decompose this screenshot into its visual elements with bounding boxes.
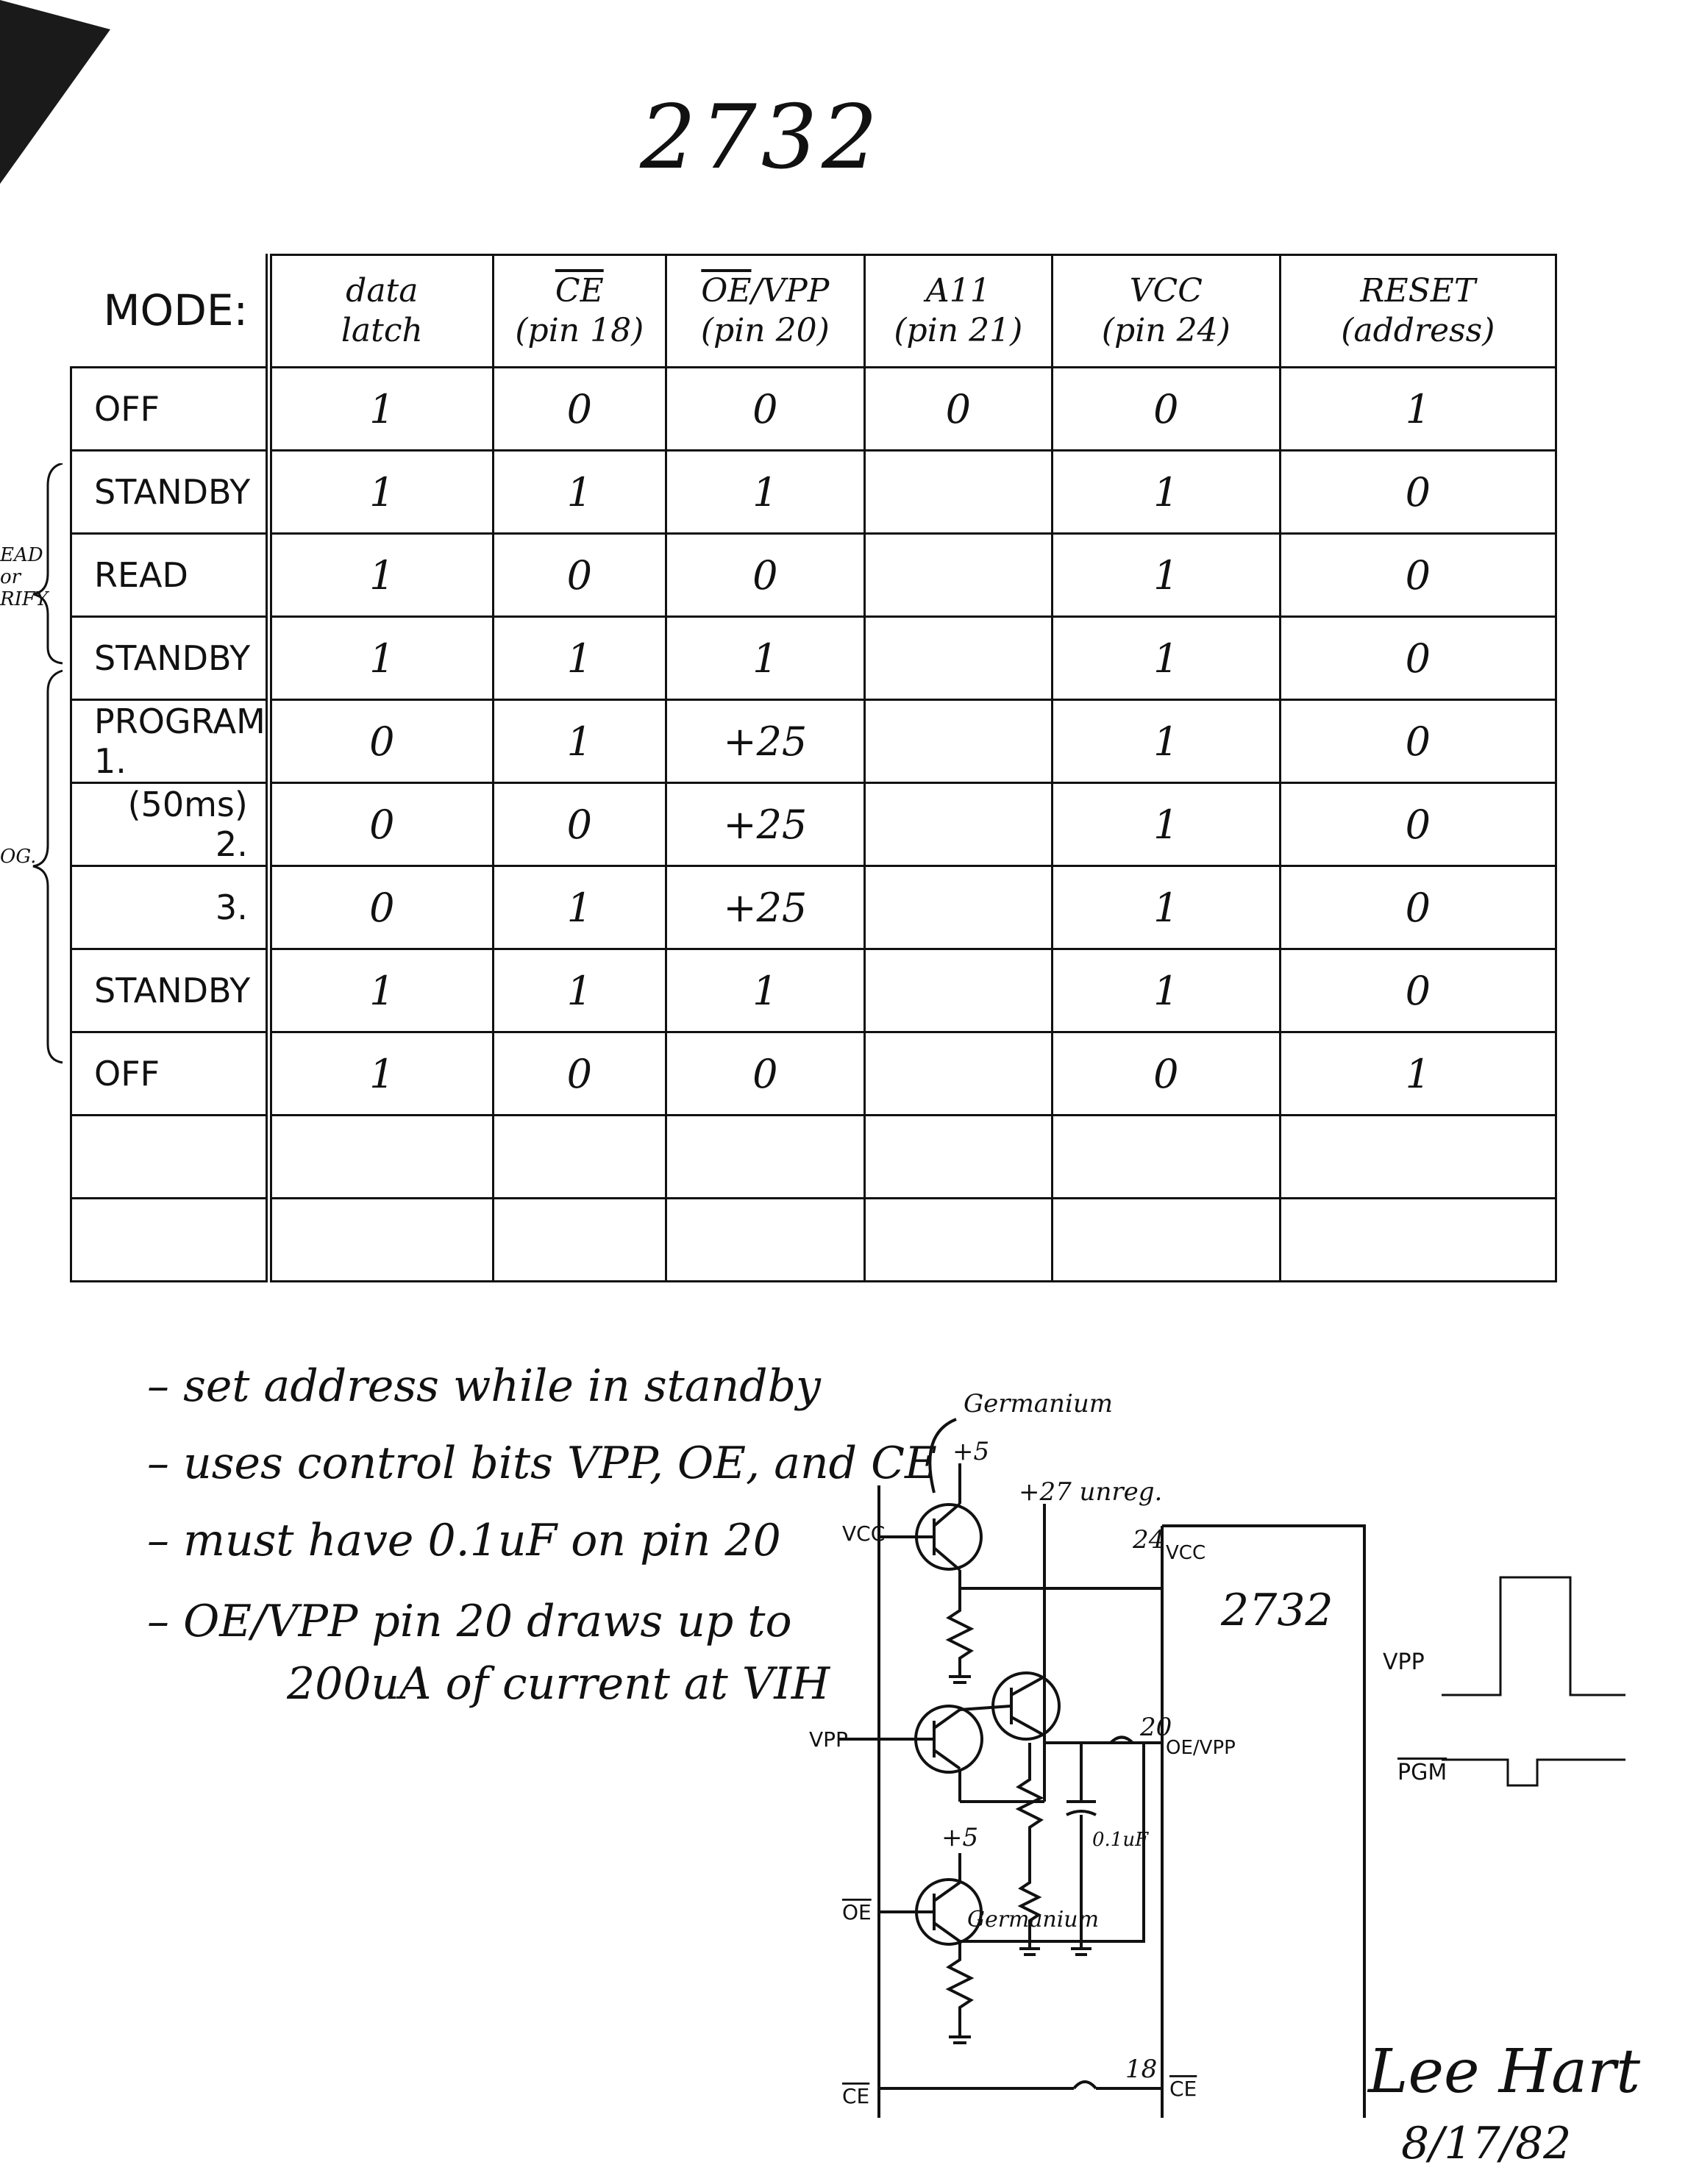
label-plus5-top: +5 [952,1437,990,1466]
table-cell: 0 [493,1032,666,1116]
table-cell: 1 [1052,949,1280,1032]
label-pin18: 18 [1125,2055,1158,2084]
mode-cell: READ [71,534,269,617]
table-cell [666,1199,864,1282]
table-cell: 1 [268,949,493,1032]
table-cell [493,1116,666,1199]
mode-cell [71,1199,269,1282]
note-line: – must have 0.1uF on pin 20 [147,1515,781,1566]
table-cell: 0 [1280,617,1556,700]
mode-cell: 3. [71,866,269,949]
label-supply: +27 unreg. [1019,1477,1163,1507]
label-vpp-input: VPP [809,1727,848,1752]
side-label-program: OG. [0,846,37,868]
table-cell: 1 [1052,451,1280,534]
pulse-waveforms [1442,1577,1625,1785]
label-vcc-input: VCC [842,1521,886,1546]
table-row [71,866,1556,949]
table-cell [1280,1116,1556,1199]
label-pin18-name: CE [1169,2077,1197,2101]
table-cell [1052,1199,1280,1282]
table-cell [864,534,1052,617]
note-line: – uses control bits VPP, OE, and CE [147,1438,937,1489]
mode-header: MODE: [103,285,249,336]
table-cell: 0 [666,534,864,617]
table-row [71,700,1556,783]
table-cell: 1 [1052,866,1280,949]
note-line: – set address while in standby [147,1360,821,1412]
table-cell: 1 [1052,783,1280,866]
col-header-reset [1280,255,1556,368]
table-cell: 0 [268,866,493,949]
label-plus5-bottom: +5 [941,1823,979,1852]
mode-cell: OFF [71,368,269,451]
table-cell: +25 [666,866,864,949]
table-cell: 0 [1280,783,1556,866]
signature: Lee Hart [1368,2037,1641,2107]
table-cell [864,783,1052,866]
table-cell [493,1199,666,1282]
label-chip: 2732 [1221,1585,1333,1636]
col-header-line1: $\overline{CE}$ [555,272,604,310]
label-capacitor: 0.1uF [1092,1829,1149,1851]
side-label-read-1: EAD [0,544,43,566]
table-cell: 1 [493,866,666,949]
table-cell: 1 [1052,617,1280,700]
table-cell: +25 [666,783,864,866]
col-header-a11 [864,255,1052,368]
table-cell: 0 [1052,368,1280,451]
schematic-wires [838,1419,1364,2118]
mode-cell: (50ms) 2. [71,783,269,866]
col-header-ce [493,255,666,368]
label-pin24: 24 [1133,1525,1165,1555]
pulse-label-vpp: VPP [1383,1649,1425,1675]
table-cell: 1 [268,617,493,700]
col-header-line2: (pin 21) [894,312,1023,349]
table-cell: 1 [268,451,493,534]
table-cell [1280,1199,1556,1282]
table-cell: 1 [493,700,666,783]
table-row [71,534,1556,617]
label-germanium-top: Germanium [964,1389,1113,1418]
label-oe-input: OE [842,1900,872,1924]
table-cell [864,1032,1052,1116]
mode-cell: STANDBY [71,451,269,534]
table-cell: 0 [268,700,493,783]
label-pin20: 20 [1140,1713,1172,1742]
table-cell: 0 [1280,700,1556,783]
table-cell: 1 [268,1032,493,1116]
col-header-line1-suffix: /VPP [751,272,830,310]
mode-cell: OFF [71,1032,269,1116]
table-cell: 0 [666,368,864,451]
table-cell: 0 [1280,534,1556,617]
signature-date: 8/17/82 [1401,2118,1572,2169]
table-cell: 0 [1280,866,1556,949]
col-header-data-latch [268,255,493,368]
table-cell: 0 [268,783,493,866]
table-row [71,368,1556,451]
page-title: 2732 [640,87,883,189]
col-header-line1: RESET [1360,272,1476,310]
table-row [71,1032,1556,1116]
table-cell: 0 [666,1032,864,1116]
table-cell: 0 [1280,451,1556,534]
table-cell [666,1116,864,1199]
label-pin20-name: OE/VPP [1166,1737,1236,1759]
table-cell: 1 [1052,700,1280,783]
pulse-label-pgm: PGM [1397,1760,1447,1785]
col-header-line1: A11 [925,272,991,310]
label-ce-input: CE [842,2084,870,2108]
table-cell: 1 [1052,534,1280,617]
table-row [71,451,1556,534]
col-header-line1: VCC [1129,272,1203,310]
program-pulse-diagram [1383,1566,1633,1802]
label-pin24-name: VCC [1166,1542,1206,1564]
table-cell: 1 [1280,1032,1556,1116]
col-header-line1: $\overline{OE}$ [701,272,752,310]
table-cell: 0 [493,783,666,866]
schematic-labels [809,1389,1333,2108]
side-label-read-2: or [0,566,21,588]
table-cell [864,1199,1052,1282]
scan-corner-shadow [0,0,125,184]
table-cell: 1 [666,617,864,700]
table-row [71,949,1556,1032]
table-cell: 1 [268,368,493,451]
table-cell: 0 [493,534,666,617]
table-cell [1052,1116,1280,1199]
table-cell: 0 [1052,1032,1280,1116]
table-cell [268,1199,493,1282]
table-cell [864,1116,1052,1199]
table-row [71,783,1556,866]
table-cell: 1 [666,949,864,1032]
note-line: 200uA of current at VIH [287,1658,830,1710]
col-header-line2: (address) [1341,312,1495,349]
table-cell: 0 [864,368,1052,451]
col-header-line2: (pin 20) [700,312,830,349]
table-cell: +25 [666,700,864,783]
table-cell: 1 [268,534,493,617]
table-cell: 0 [1280,949,1556,1032]
table-cell [864,949,1052,1032]
table-row [71,1116,1556,1199]
side-label-read-3: RIFY [0,588,49,610]
col-header-oe-vpp [666,255,864,368]
mode-cell [71,1116,269,1199]
col-header-line2: latch [341,312,423,349]
table-cell: 1 [493,451,666,534]
table-cell: 1 [666,451,864,534]
note-line: – OE/VPP pin 20 draws up to [147,1596,792,1647]
mode-table [70,254,1557,1282]
table-row [71,617,1556,700]
table-cell: 0 [493,368,666,451]
table-cell [268,1116,493,1199]
table-cell: 1 [493,949,666,1032]
table-cell [864,451,1052,534]
table-cell [864,700,1052,783]
mode-cell: STANDBY [71,949,269,1032]
label-germanium-bottom: Germanium [967,1907,1100,1933]
table-cell [864,617,1052,700]
mode-cell: STANDBY [71,617,269,700]
table-cell [864,866,1052,949]
table-header-row [71,255,1556,368]
col-header-line2: (pin 18) [515,312,644,349]
table-cell: 1 [1280,368,1556,451]
col-header-line1: data [346,272,419,310]
table-row [71,1199,1556,1282]
mode-cell: PROGRAM 1. [71,700,269,783]
col-header-line2: (pin 24) [1101,312,1231,349]
table-cell: 1 [493,617,666,700]
col-header-vcc [1052,255,1280,368]
